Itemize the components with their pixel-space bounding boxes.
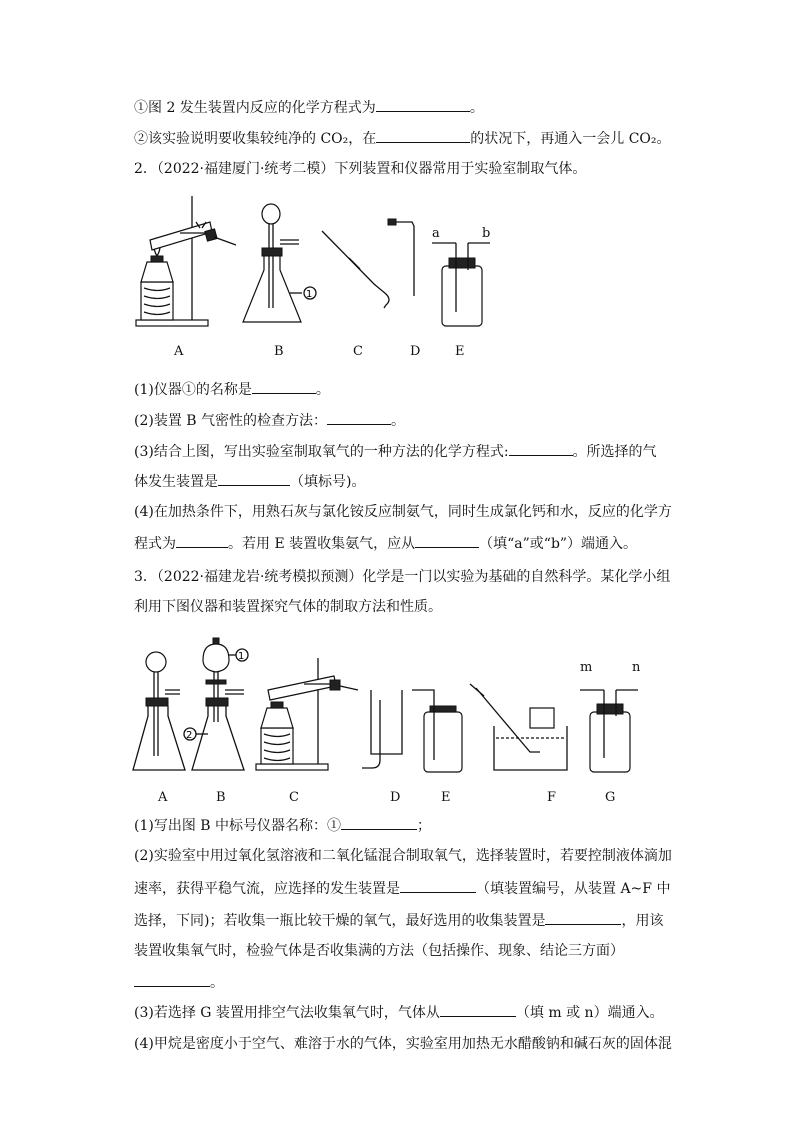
- fig3-label-c: C: [289, 790, 299, 805]
- q2-p4a: (4)在加热条件下，用熟石灰与氯化铵反应制氨气，同时生成氯化钙和水，反应的化学方: [134, 504, 672, 520]
- q2-p2-end: 。: [391, 413, 406, 429]
- q1-line2-end: 的状况下，再通入一会儿 CO₂。: [470, 131, 671, 147]
- q2-p3b-end: （填标号)。: [290, 474, 366, 490]
- q3-p2c-end: ，用该: [621, 913, 664, 929]
- q2-p4b-mid: 。若用 E 装置收集氨气，应从: [228, 536, 416, 552]
- q1-line1-end: 。: [469, 100, 484, 116]
- svg-text:1: 1: [306, 289, 313, 300]
- q3-p2e-end: 。: [210, 975, 224, 991]
- answer-blank[interactable]: [134, 972, 210, 987]
- tube-label-n: n: [632, 660, 641, 675]
- q3-p2d: 装置收集氧气时，检验气体是否收集满的方法（包括操作、现象、结论三方面）: [134, 943, 624, 959]
- fig-label-e: E: [455, 344, 465, 359]
- apparatus-3d: [362, 690, 402, 768]
- q2-stem: 2．（2022·福建厦门·统考二模）下列装置和仪器常用于实验室制取气体。: [134, 161, 587, 177]
- q3-p2c-text: 选择，下同)；若收集一瓶比较干燥的氧气，最好选用的收集装置是: [134, 913, 546, 929]
- q3-p2b-text: 速率，获得平稳气流，应选择的发生装置是: [134, 881, 400, 897]
- q3-p2b: [134, 878, 670, 899]
- svg-text:1: 1: [238, 651, 245, 662]
- tube-label-b: b: [482, 226, 491, 241]
- q3-stem-2: 利用下图仪器和装置探究气体的制取方法和性质。: [134, 599, 442, 615]
- q3-p3-text: (3)若选择 G 装置用排空气法收集氧气时，气体从: [134, 1005, 440, 1021]
- fig-label-d: D: [410, 344, 421, 359]
- q2-p2-text: (2)装置 B 气密性的检查方法：: [134, 413, 328, 429]
- q2-p3a-end: 。所选择的气: [572, 444, 657, 460]
- q2-p3b-text: 体发生装置是: [134, 474, 218, 490]
- tube-label-m: m: [580, 660, 593, 675]
- fig3-label-a: A: [158, 790, 168, 805]
- answer-blank[interactable]: [440, 1002, 516, 1017]
- q2-p3a-text: (3)结合上图，写出实验室制取氧气的一种方法的化学方程式:: [134, 444, 509, 460]
- q3-p1: [134, 815, 431, 836]
- apparatus-3e: [412, 690, 462, 772]
- fig-label-a: A: [174, 344, 184, 359]
- apparatus-3g: [580, 690, 638, 772]
- apparatus-3c: [256, 658, 358, 770]
- fig3-label-b: B: [216, 790, 226, 805]
- answer-blank[interactable]: [545, 910, 621, 925]
- fig3-label-d: D: [390, 790, 401, 805]
- fig-label-b: B: [274, 344, 284, 359]
- q3-p2a: (2)实验室中用过氧化氢溶液和二氧化锰混合制取氧气，选择装置时，若要控制液体滴加: [134, 848, 672, 864]
- q2-p1-end: 。: [315, 382, 330, 398]
- q3-p1-end: ；: [417, 818, 432, 834]
- q1-line2-text: ②该实验说明要收集较纯净的 CO₂，在: [134, 131, 377, 147]
- q3-p3-end: （填 m 或 n）端通入。: [515, 1005, 664, 1021]
- q3-p4: (4)甲烷是密度小于空气、难溶于水的气体，实验室用加热无水醋酸钠和碱石灰的固体混: [134, 1036, 672, 1052]
- q1-line1-text: ①图 2 发生装置内反应的化学方程式为: [134, 100, 376, 116]
- tube-label-a: a: [432, 226, 440, 241]
- apparatus-3a: [133, 652, 185, 770]
- q2-p4b-end: （填“a”或“b”）端通入。: [479, 536, 638, 552]
- svg-text:2: 2: [186, 730, 193, 741]
- fig3-label-f: F: [547, 790, 557, 805]
- q3-p2e: [134, 972, 224, 993]
- answer-blank[interactable]: [341, 815, 417, 830]
- q2-p1-text: (1)仪器①的名称是: [134, 382, 252, 398]
- q2-p4b-text: 程式为: [134, 536, 176, 552]
- q3-p2b-end: （填装置编号，从装置 A~F 中: [476, 881, 671, 897]
- q3-stem-1: 3．（2022·福建龙岩·统考模拟预测）化学是一门以实验为基础的自然科学。某化学小组: [134, 569, 671, 585]
- q3-p2c: [134, 910, 663, 931]
- fig-label-c: C: [353, 344, 363, 359]
- answer-blank[interactable]: [400, 878, 476, 893]
- q3-p3: [134, 1002, 664, 1023]
- q3-p1-text: (1)写出图 B 中标号仪器名称：①: [134, 818, 342, 834]
- fig3-label-e: E: [441, 790, 451, 805]
- apparatus-3b: [184, 638, 248, 770]
- fig3-label-g: G: [605, 790, 616, 805]
- apparatus-3f: [470, 684, 567, 770]
